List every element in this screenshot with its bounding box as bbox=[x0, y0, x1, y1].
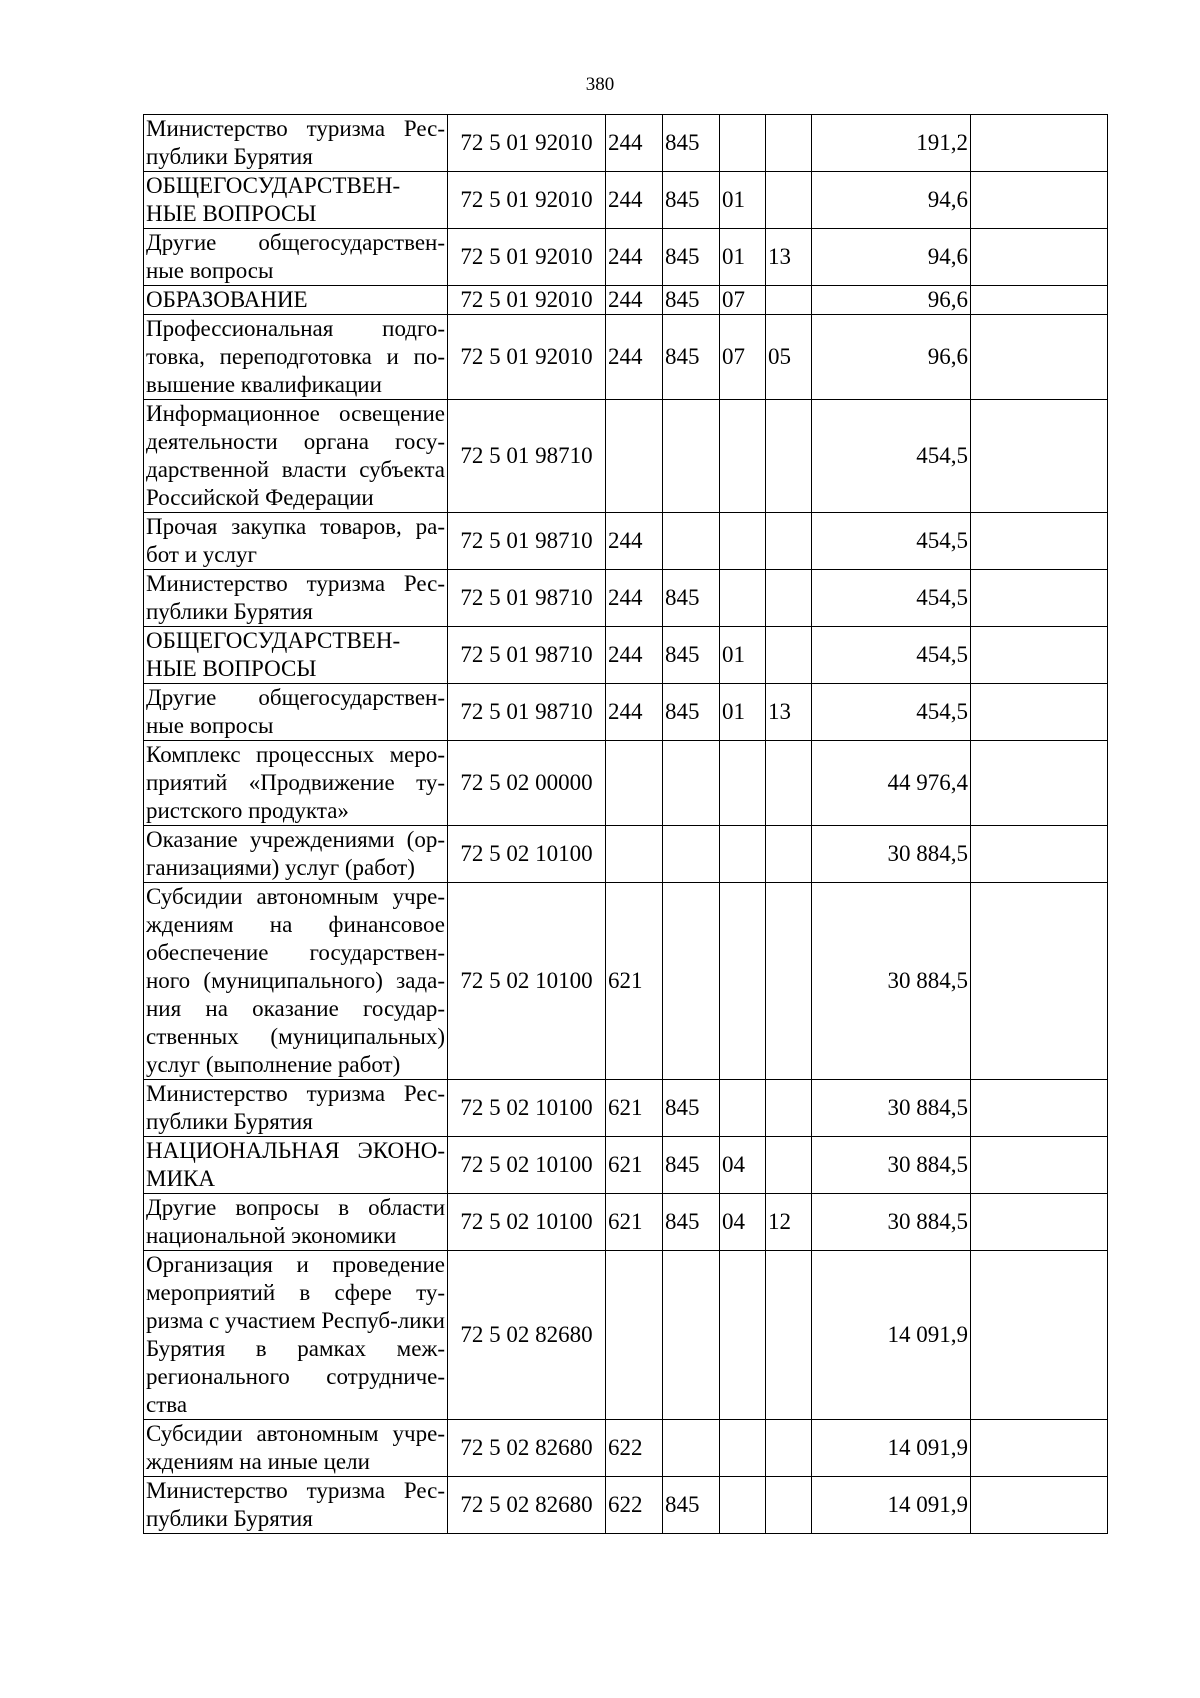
row-sum: 30 884,5 bbox=[812, 1137, 971, 1194]
row-sum: 30 884,5 bbox=[812, 883, 971, 1080]
row-extra bbox=[971, 229, 1108, 286]
row-rz: 04 bbox=[720, 1137, 766, 1194]
row-rz bbox=[720, 513, 766, 570]
row-extra bbox=[971, 286, 1108, 315]
row-csr: 72 5 01 92010 bbox=[448, 286, 606, 315]
row-pr bbox=[766, 741, 812, 826]
row-vr: 244 bbox=[606, 627, 663, 684]
row-vr: 244 bbox=[606, 172, 663, 229]
row-extra bbox=[971, 115, 1108, 172]
row-pr: 13 bbox=[766, 229, 812, 286]
row-rz bbox=[720, 570, 766, 627]
row-rz bbox=[720, 883, 766, 1080]
row-pr bbox=[766, 1137, 812, 1194]
row-rz bbox=[720, 741, 766, 826]
table-row bbox=[144, 286, 1108, 315]
row-pr bbox=[766, 1251, 812, 1420]
row-name: Другие общегосударствен-ные вопросы bbox=[144, 684, 448, 741]
row-extra bbox=[971, 741, 1108, 826]
row-pr bbox=[766, 1420, 812, 1477]
row-vr: 244 bbox=[606, 570, 663, 627]
row-grbs: 845 bbox=[663, 172, 720, 229]
row-grbs bbox=[663, 826, 720, 883]
row-extra bbox=[971, 570, 1108, 627]
row-pr bbox=[766, 826, 812, 883]
row-csr: 72 5 01 92010 bbox=[448, 115, 606, 172]
table-row bbox=[144, 741, 1108, 826]
row-vr: 622 bbox=[606, 1420, 663, 1477]
row-extra bbox=[971, 627, 1108, 684]
row-grbs: 845 bbox=[663, 684, 720, 741]
row-grbs: 845 bbox=[663, 315, 720, 400]
table-row bbox=[144, 883, 1108, 1080]
row-vr: 244 bbox=[606, 684, 663, 741]
row-sum: 454,5 bbox=[812, 627, 971, 684]
row-csr: 72 5 01 98710 bbox=[448, 570, 606, 627]
table-row bbox=[144, 1420, 1108, 1477]
row-grbs bbox=[663, 400, 720, 513]
row-name: ОБЩЕГОСУДАРСТВЕН-НЫЕ ВОПРОСЫ bbox=[144, 627, 448, 684]
row-name: Министерство туризма Рес-публики Бурятия bbox=[144, 570, 448, 627]
row-vr: 622 bbox=[606, 1477, 663, 1534]
row-vr: 244 bbox=[606, 229, 663, 286]
row-vr bbox=[606, 400, 663, 513]
row-grbs: 845 bbox=[663, 570, 720, 627]
row-csr: 72 5 01 92010 bbox=[448, 315, 606, 400]
row-sum: 30 884,5 bbox=[812, 1080, 971, 1137]
row-name: Министерство туризма Рес-публики Бурятия bbox=[144, 1080, 448, 1137]
row-csr: 72 5 02 82680 bbox=[448, 1477, 606, 1534]
row-csr: 72 5 02 00000 bbox=[448, 741, 606, 826]
row-vr: 244 bbox=[606, 315, 663, 400]
row-vr bbox=[606, 741, 663, 826]
row-rz bbox=[720, 1251, 766, 1420]
row-rz bbox=[720, 400, 766, 513]
row-csr: 72 5 02 82680 bbox=[448, 1251, 606, 1420]
row-extra bbox=[971, 1137, 1108, 1194]
row-sum: 44 976,4 bbox=[812, 741, 971, 826]
row-name: Информационное освещение деятельности органа госу-дарственной власти субъекта Российской Федерации bbox=[144, 400, 448, 513]
row-csr: 72 5 02 10100 bbox=[448, 1137, 606, 1194]
row-rz: 01 bbox=[720, 229, 766, 286]
row-sum: 14 091,9 bbox=[812, 1251, 971, 1420]
row-grbs: 845 bbox=[663, 1080, 720, 1137]
row-csr: 72 5 01 92010 bbox=[448, 229, 606, 286]
row-pr bbox=[766, 1477, 812, 1534]
row-name: Прочая закупка товаров, ра-бот и услуг bbox=[144, 513, 448, 570]
row-name: НАЦИОНАЛЬНАЯ ЭКОНО-МИКА bbox=[144, 1137, 448, 1194]
row-csr: 72 5 02 10100 bbox=[448, 826, 606, 883]
table-row bbox=[144, 1080, 1108, 1137]
row-csr: 72 5 02 10100 bbox=[448, 883, 606, 1080]
row-name: ОБЩЕГОСУДАРСТВЕН-НЫЕ ВОПРОСЫ bbox=[144, 172, 448, 229]
table-row bbox=[144, 627, 1108, 684]
row-vr bbox=[606, 1251, 663, 1420]
row-grbs: 845 bbox=[663, 229, 720, 286]
row-rz bbox=[720, 1420, 766, 1477]
row-sum: 30 884,5 bbox=[812, 1194, 971, 1251]
row-sum: 454,5 bbox=[812, 400, 971, 513]
table-row bbox=[144, 513, 1108, 570]
row-pr bbox=[766, 286, 812, 315]
row-grbs: 845 bbox=[663, 627, 720, 684]
row-csr: 72 5 01 98710 bbox=[448, 627, 606, 684]
row-grbs: 845 bbox=[663, 1477, 720, 1534]
row-pr bbox=[766, 115, 812, 172]
row-csr: 72 5 02 10100 bbox=[448, 1194, 606, 1251]
row-pr: 13 bbox=[766, 684, 812, 741]
row-pr: 05 bbox=[766, 315, 812, 400]
row-name: Комплекс процессных меро-приятий «Продвижение ту-ристского продукта» bbox=[144, 741, 448, 826]
row-pr bbox=[766, 570, 812, 627]
table-row bbox=[144, 1137, 1108, 1194]
row-sum: 96,6 bbox=[812, 286, 971, 315]
row-grbs bbox=[663, 513, 720, 570]
table-row bbox=[144, 1251, 1108, 1420]
row-rz: 01 bbox=[720, 684, 766, 741]
row-sum: 454,5 bbox=[812, 570, 971, 627]
row-extra bbox=[971, 684, 1108, 741]
row-grbs bbox=[663, 1420, 720, 1477]
row-pr bbox=[766, 1080, 812, 1137]
row-vr: 621 bbox=[606, 883, 663, 1080]
row-sum: 96,6 bbox=[812, 315, 971, 400]
row-grbs bbox=[663, 741, 720, 826]
row-sum: 191,2 bbox=[812, 115, 971, 172]
row-name: Субсидии автономным учре-ждениям на финансовое обеспечение государствен-ного (муниципального) зада-ния на оказание государ-ственных (муниципальных) услуг (выполнение работ) bbox=[144, 883, 448, 1080]
table-row bbox=[144, 684, 1108, 741]
row-pr bbox=[766, 627, 812, 684]
row-extra bbox=[971, 826, 1108, 883]
row-vr: 621 bbox=[606, 1080, 663, 1137]
row-vr: 244 bbox=[606, 513, 663, 570]
row-name: Другие вопросы в области национальной экономики bbox=[144, 1194, 448, 1251]
page-number: 380 bbox=[585, 74, 615, 95]
row-sum: 454,5 bbox=[812, 513, 971, 570]
row-extra bbox=[971, 400, 1108, 513]
row-vr bbox=[606, 826, 663, 883]
row-csr: 72 5 01 98710 bbox=[448, 400, 606, 513]
table-row bbox=[144, 229, 1108, 286]
row-extra bbox=[971, 1194, 1108, 1251]
row-extra bbox=[971, 1420, 1108, 1477]
row-sum: 94,6 bbox=[812, 172, 971, 229]
row-vr: 621 bbox=[606, 1137, 663, 1194]
row-extra bbox=[971, 1080, 1108, 1137]
row-pr bbox=[766, 513, 812, 570]
row-grbs: 845 bbox=[663, 286, 720, 315]
row-csr: 72 5 01 98710 bbox=[448, 513, 606, 570]
row-name: Другие общегосударствен-ные вопросы bbox=[144, 229, 448, 286]
row-rz bbox=[720, 826, 766, 883]
row-vr: 244 bbox=[606, 286, 663, 315]
row-rz: 04 bbox=[720, 1194, 766, 1251]
table-row bbox=[144, 1477, 1108, 1534]
row-sum: 94,6 bbox=[812, 229, 971, 286]
row-pr: 12 bbox=[766, 1194, 812, 1251]
row-rz: 01 bbox=[720, 172, 766, 229]
row-sum: 454,5 bbox=[812, 684, 971, 741]
row-extra bbox=[971, 1477, 1108, 1534]
row-name: Министерство туризма Рес-публики Бурятия bbox=[144, 115, 448, 172]
row-extra bbox=[971, 883, 1108, 1080]
row-name: Субсидии автономным учре-ждениям на иные цели bbox=[144, 1420, 448, 1477]
table-row bbox=[144, 172, 1108, 229]
row-rz: 01 bbox=[720, 627, 766, 684]
row-csr: 72 5 01 92010 bbox=[448, 172, 606, 229]
row-name: ОБРАЗОВАНИЕ bbox=[144, 286, 448, 315]
row-pr bbox=[766, 883, 812, 1080]
row-name: Организация и проведение мероприятий в сфере ту-ризма с участием Респуб-лики Бурятия в рамках меж-регионального сотрудниче-ства bbox=[144, 1251, 448, 1420]
row-grbs: 845 bbox=[663, 1194, 720, 1251]
row-rz bbox=[720, 115, 766, 172]
row-name: Министерство туризма Рес-публики Бурятия bbox=[144, 1477, 448, 1534]
row-grbs bbox=[663, 883, 720, 1080]
row-extra bbox=[971, 315, 1108, 400]
row-name: Оказание учреждениями (ор-ганизациями) услуг (работ) bbox=[144, 826, 448, 883]
row-csr: 72 5 02 82680 bbox=[448, 1420, 606, 1477]
row-extra bbox=[971, 172, 1108, 229]
row-extra bbox=[971, 1251, 1108, 1420]
row-sum: 30 884,5 bbox=[812, 826, 971, 883]
table-row bbox=[144, 315, 1108, 400]
row-grbs bbox=[663, 1251, 720, 1420]
row-extra bbox=[971, 513, 1108, 570]
row-name: Профессиональная подго-товка, переподготовка и по-вышение квалификации bbox=[144, 315, 448, 400]
table-row bbox=[144, 400, 1108, 513]
row-rz bbox=[720, 1080, 766, 1137]
row-rz: 07 bbox=[720, 286, 766, 315]
row-sum: 14 091,9 bbox=[812, 1420, 971, 1477]
row-csr: 72 5 01 98710 bbox=[448, 684, 606, 741]
row-grbs: 845 bbox=[663, 115, 720, 172]
row-csr: 72 5 02 10100 bbox=[448, 1080, 606, 1137]
row-vr: 244 bbox=[606, 115, 663, 172]
table-row bbox=[144, 826, 1108, 883]
row-vr: 621 bbox=[606, 1194, 663, 1251]
row-pr bbox=[766, 400, 812, 513]
row-rz: 07 bbox=[720, 315, 766, 400]
table-row bbox=[144, 115, 1108, 172]
row-pr bbox=[766, 172, 812, 229]
budget-table bbox=[143, 114, 1108, 1534]
row-sum: 14 091,9 bbox=[812, 1477, 971, 1534]
table-row bbox=[144, 570, 1108, 627]
table-row bbox=[144, 1194, 1108, 1251]
row-rz bbox=[720, 1477, 766, 1534]
row-grbs: 845 bbox=[663, 1137, 720, 1194]
